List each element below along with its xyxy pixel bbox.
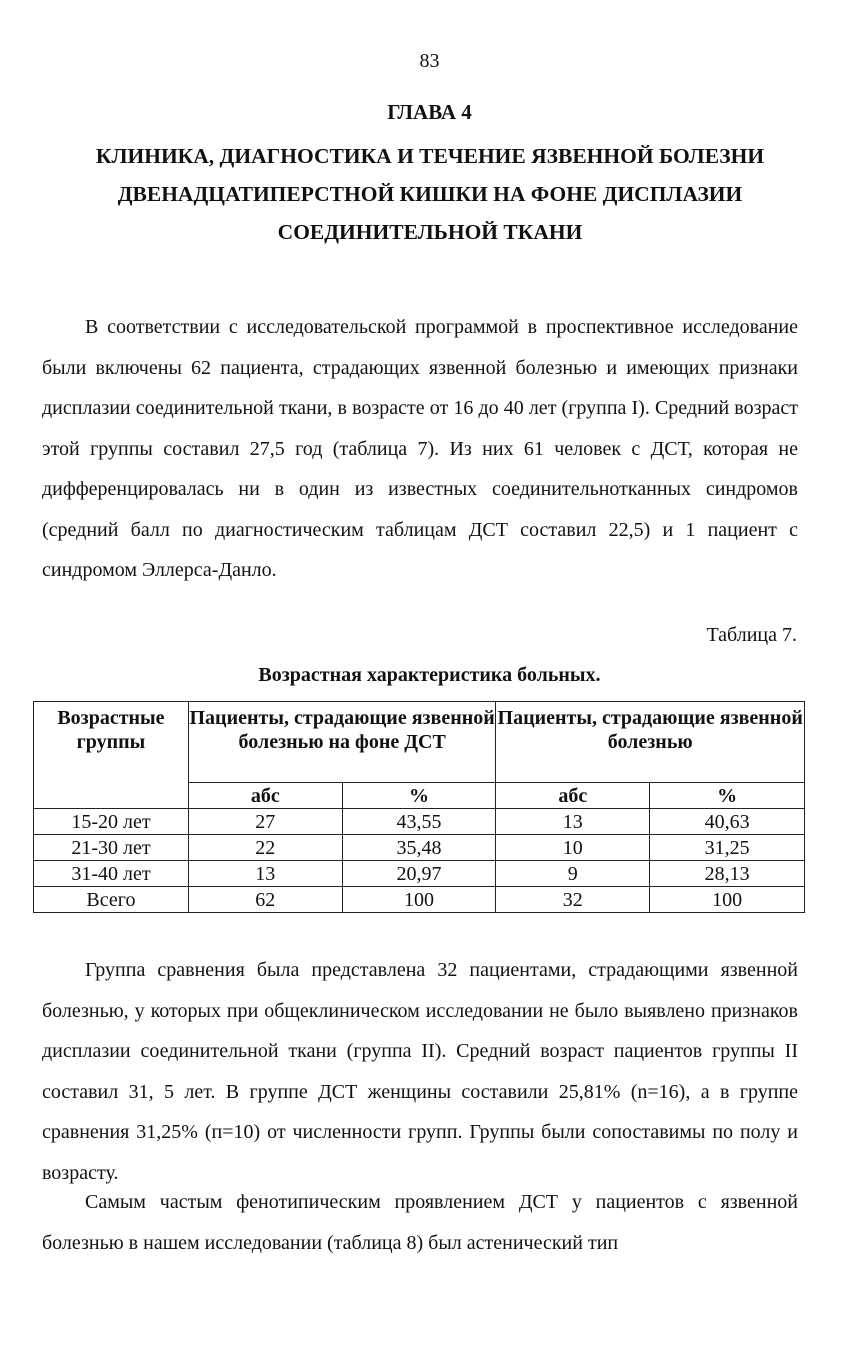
paragraph-phenotype: Самым частым фенотипическим проявлением ДСТ у пациентов с язвенной болезнью в нашем исследовании (таблица 8) был астенический тип (42, 1191, 798, 1254)
paragraph-comparison-group: Группа сравнения была представлена 32 пациентами, страдающими язвенной болезнью, у которых при общеклиническом исследовании не было выявлено признаков дисплазии соединительной ткани (группа II). Средний возраст пациентов группы II составил 31, 5 лет. В группе ДСТ женщины составили 25,81% (n=16), а в группе сравнения 31,25% (п=10) от численности групп. Группы были сопоставимы по полу и возрасту. (42, 959, 798, 1184)
table-row (34, 861, 805, 887)
chapter-title: КЛИНИКА, ДИАГНОСТИКА И ТЕЧЕНИЕ ЯЗВЕННОЙ БОЛЕЗНИ ДВЕНАДЦАТИПЕРСТНОЙ КИШКИ НА ФОНЕ ДИСПЛАЗИИ СОЕДИНИТЕЛЬНОЙ ТКАНИ (95, 144, 765, 244)
cell-pct2: 28,13 (650, 861, 805, 887)
cell-abs1: 22 (188, 835, 342, 861)
table-header-row (34, 702, 805, 783)
cell-abs2: 9 (496, 861, 650, 887)
cell-age: 15-20 лет (34, 809, 189, 835)
cell-age: 31-40 лет (34, 861, 189, 887)
header-group2: Пациенты, страдающие язвенной болезнью (496, 702, 805, 783)
cell-abs1: 13 (188, 861, 342, 887)
cell-abs1: 62 (188, 887, 342, 913)
chapter-label: ГЛАВА 4 (387, 100, 472, 124)
cell-age: 21-30 лет (34, 835, 189, 861)
header-abs-group2: абс (496, 783, 650, 809)
page-number: 83 (419, 50, 440, 72)
cell-abs2: 13 (496, 809, 650, 835)
header-age-group: Возрастные группы (34, 702, 189, 809)
cell-pct2: 31,25 (650, 835, 805, 861)
table-caption: Возрастная характеристика больных. (258, 664, 601, 686)
paragraph-intro: В соответствии с исследовательской программой в проспективное исследование были включены 62 пациента, страдающих язвенной болезнью и имеющих признаки дисплазии соединительной ткани, в возрасте от 16 до 40 лет (группа I). Средний возраст этой группы составил 27,5 год (таблица 7). Из них 61 человек с ДСТ, которая не дифференцировалась ни в один из известных соединительнотканных синдромов (средний балл по диагностическим таблицам ДСТ составил 22,5) и 1 пациент с синдромом Эллерса-Данло. (42, 316, 798, 581)
cell-pct1: 35,48 (342, 835, 496, 861)
cell-abs1: 27 (188, 809, 342, 835)
table-row-total (34, 887, 805, 913)
cell-abs2: 32 (496, 887, 650, 913)
cell-pct1: 20,97 (342, 861, 496, 887)
age-table (33, 701, 805, 913)
header-abs-group1: абс (188, 783, 342, 809)
cell-abs2: 10 (496, 835, 650, 861)
cell-pct2: 100 (650, 887, 805, 913)
cell-age: Всего (34, 887, 189, 913)
cell-pct1: 100 (342, 887, 496, 913)
cell-pct2: 40,63 (650, 809, 805, 835)
table-label: Таблица 7. (706, 624, 797, 646)
header-percent-group1: % (342, 783, 496, 809)
table-row (34, 809, 805, 835)
header-percent-group2: % (650, 783, 805, 809)
cell-pct1: 43,55 (342, 809, 496, 835)
table-row (34, 835, 805, 861)
header-group1: Пациенты, страдающие язвенной болезнью на фоне ДСТ (188, 702, 496, 783)
